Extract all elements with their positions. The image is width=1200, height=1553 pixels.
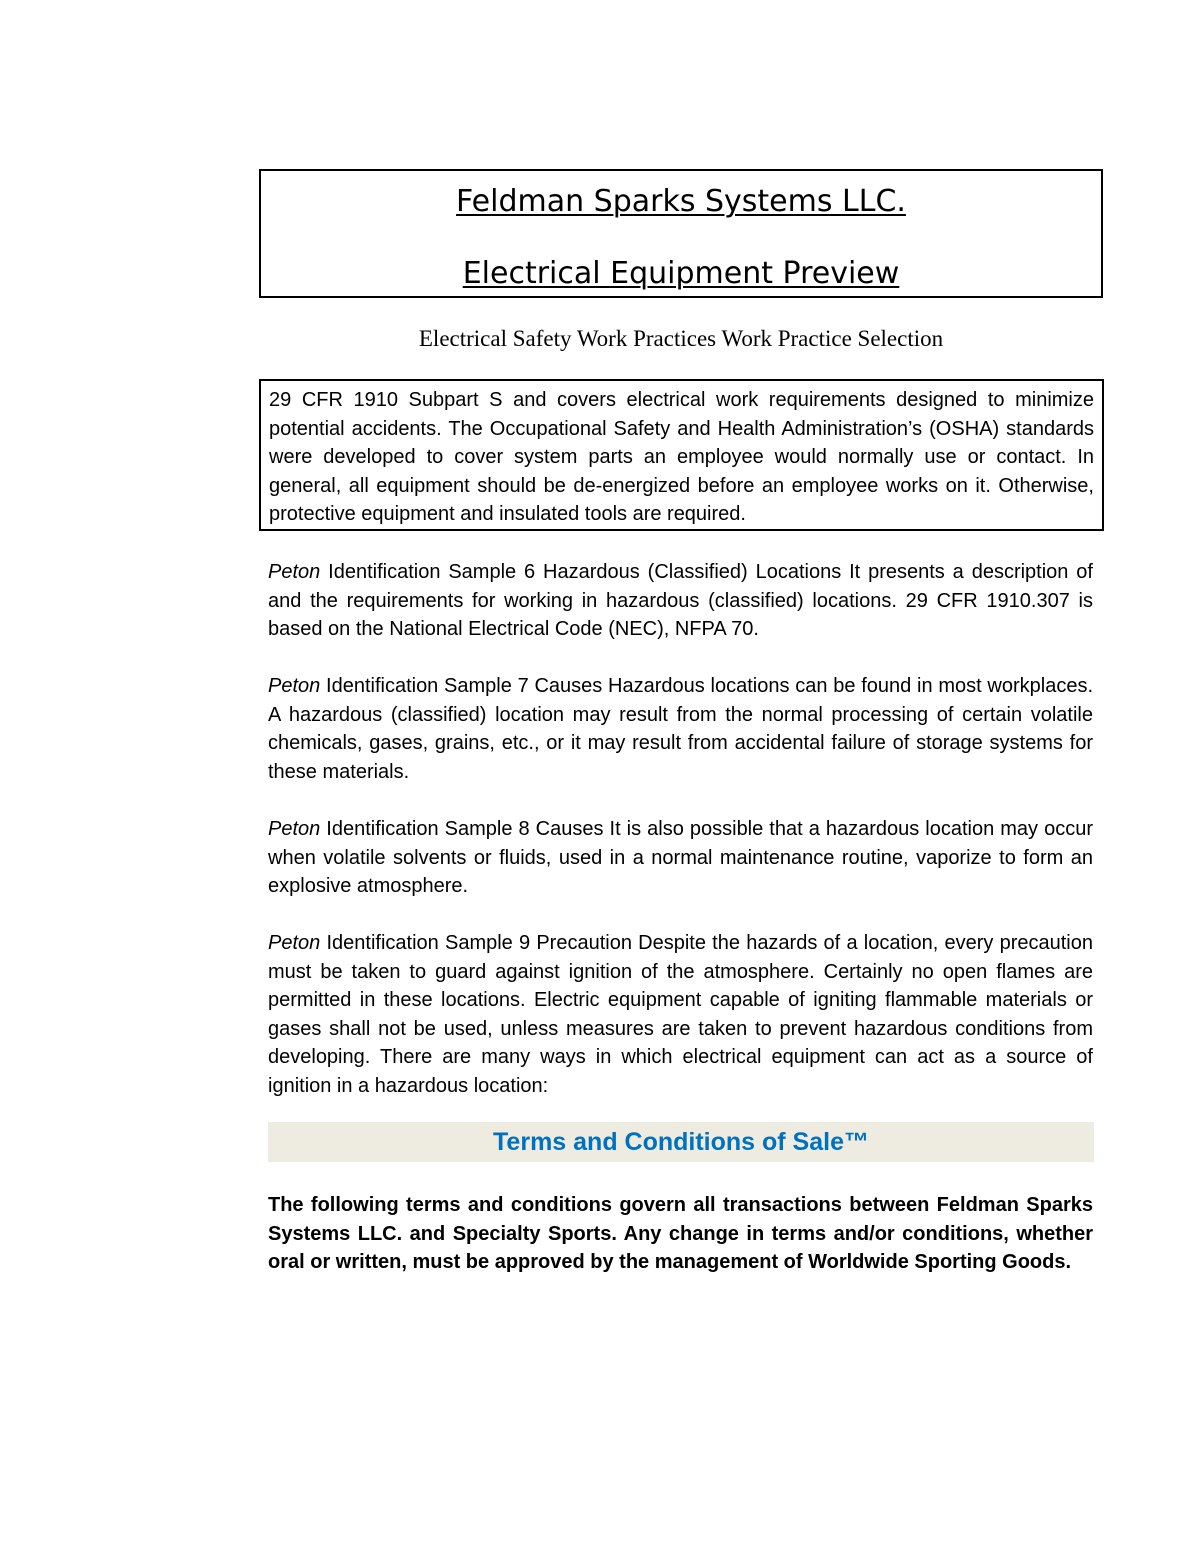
document-title: Electrical Equipment Preview	[462, 256, 900, 291]
sample-6-lead: Peton	[268, 561, 321, 583]
sample-9-lead: Peton	[268, 932, 321, 954]
terms-heading: Terms and Conditions of Sale™	[493, 1128, 869, 1156]
company-name: Feldman Sparks Systems LLC.	[456, 184, 906, 219]
sample-8-lead: Peton	[268, 818, 321, 840]
sample-7-text: Identification Sample 7 Causes Hazardous locations can be found in most workplaces. A hazardous (classified) location may result from the normal processing of certain volatile chemicals, gases, grains, etc., or it may result from accidental failure of storage systems for these materials.	[268, 675, 1093, 783]
sample-9-text: Identification Sample 9 Precaution Despite the hazards of a location, every precaution must be taken to guard against ignition of the atmosphere. Certainly no open flames are permitted in these locations. Electric equipment capable of igniting flammable materials or gases shall not be used, unless measures are taken to prevent hazardous conditions from developing. There are many ways in which electrical equipment can act as a source of ignition in a hazardous location:	[268, 932, 1093, 1097]
terms-paragraph: The following terms and conditions govern all transactions between Feldman Sparks Systems LLC. and Specialty Sports. Any change in terms and/or conditions, whether oral or written, must be approved by the management of Worldwide Sporting Goods.	[268, 1194, 1093, 1274]
title-box	[259, 169, 1103, 298]
intro-paragraph: 29 CFR 1910 Subpart S and covers electrical work requirements designed to minimize potential accidents. The Occupational Safety and Health Administration’s (OSHA) standards were developed to cover system parts an employee would normally use or contact. In general, all equipment should be de-energized before an employee works on it. Otherwise, protective equipment and insulated tools are required.	[269, 389, 1094, 526]
intro-box	[259, 379, 1104, 531]
sample-8-text: Identification Sample 8 Causes It is also possible that a hazardous location may occur when volatile solvents or fluids, used in a normal maintenance routine, vaporize to form an explosive atmosphere.	[268, 818, 1093, 898]
sample-6-paragraph	[268, 558, 1093, 644]
sample-9-paragraph	[268, 929, 1093, 1101]
terms-heading-band	[268, 1122, 1094, 1162]
sample-7-paragraph	[268, 672, 1093, 786]
sample-8-paragraph	[268, 815, 1093, 901]
sample-7-lead: Peton	[268, 675, 321, 697]
section-subheading: Electrical Safety Work Practices Work Practice Selection	[418, 326, 944, 351]
sample-6-text: Identification Sample 6 Hazardous (Classified) Locations It presents a description of and the requirements for working in hazardous (classified) locations. 29 CFR 1910.307 is based on the National Electrical Code (NEC), NFPA 70.	[268, 561, 1093, 641]
